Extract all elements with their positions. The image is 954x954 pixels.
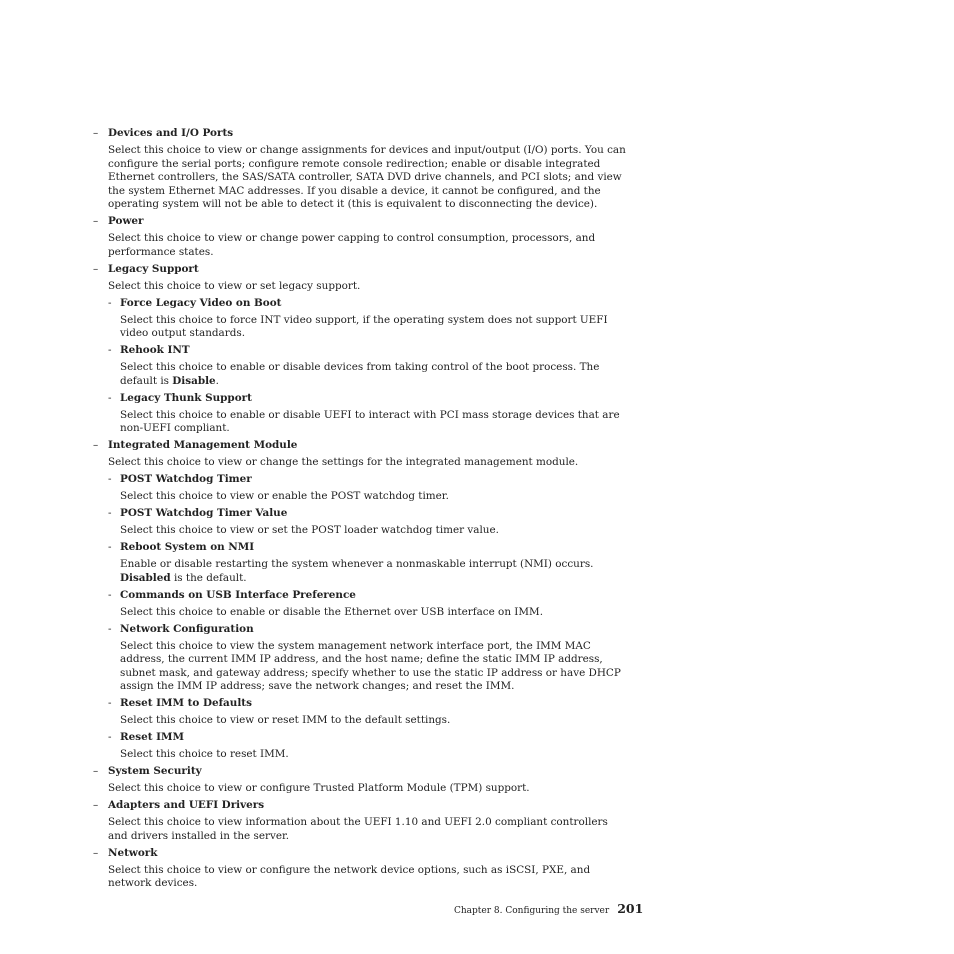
sub-choice-description: Select this choice to view or set the POST loader watchdog timer value. [120, 524, 499, 536]
document-body [0, 127, 640, 894]
sub-choice-description: Select this choice to view the system management network interface port, the IMM MAC address, the current IMM IP address, and the host name; define the static IMM IP address, subnet mask, and gateway address; specify whether to use the static IP address or have DHCP assign the IMM IP address; save the network changes; and reset the IMM. [120, 639, 621, 692]
chapter-title: Chapter 8. Configuring the server [454, 906, 610, 916]
choice-heading: Power [108, 215, 144, 227]
sub-choice-heading: POST Watchdog Timer Value [120, 507, 288, 519]
dash-bullet: – [93, 262, 99, 275]
sub-choice [0, 697, 640, 728]
sub-choice [0, 392, 640, 436]
hyphen-bullet: - [108, 344, 112, 356]
menu-choice [0, 765, 640, 796]
hyphen-bullet: - [108, 473, 112, 485]
hyphen-bullet: - [108, 697, 112, 709]
sub-choice-description: Select this choice to force INT video support, if the operating system does not support UEFI video output standards. [120, 313, 608, 339]
hyphen-bullet: - [108, 391, 112, 404]
menu-choice [0, 263, 640, 436]
dash-bullet: – [93, 127, 99, 139]
hyphen-bullet: - [108, 588, 112, 601]
sub-choice-heading: Force Legacy Video on Boot [120, 296, 282, 309]
sub-choice-description: Select this choice to reset IMM. [120, 748, 289, 760]
sub-choice [0, 589, 640, 620]
choice-heading: Network [108, 846, 158, 859]
sub-choice-description: Enable or disable restarting the system whenever a nonmaskable interrupt (NMI) occurs. Disabled is the default. [120, 558, 594, 584]
sub-choice-description: Select this choice to view or enable the POST watchdog timer. [120, 490, 449, 502]
sub-choice-heading: Rehook INT [120, 344, 190, 356]
choice-description: Select this choice to view information about the UEFI 1.10 and UEFI 2.0 compliant controllers and drivers installed in the server. [108, 816, 608, 842]
sub-choice [0, 507, 640, 538]
sub-choice-heading: Reset IMM to Defaults [120, 697, 252, 709]
dash-bullet: – [93, 215, 99, 227]
dash-bullet: – [93, 799, 99, 811]
menu-choice [0, 847, 640, 891]
sub-choice-description: Select this choice to enable or disable the Ethernet over USB interface on IMM. [120, 605, 543, 618]
choice-description: Select this choice to view or configure the network device options, such as iSCSI, PXE, and network devices. [108, 863, 591, 889]
hyphen-bullet: - [108, 507, 112, 519]
choice-heading: Devices and I/O Ports [108, 127, 234, 139]
sub-choice-heading: Reset IMM [120, 731, 184, 743]
sub-choice-heading: Legacy Thunk Support [120, 391, 252, 404]
dash-bullet: – [93, 439, 99, 451]
menu-choice [0, 127, 640, 212]
choice-heading: Legacy Support [108, 262, 199, 275]
menu-choice [0, 439, 640, 762]
page-number: 201 [617, 901, 644, 916]
choice-heading: System Security [108, 765, 202, 777]
hyphen-bullet: - [108, 296, 112, 309]
sub-choice-description: Select this choice to enable or disable UEFI to interact with PCI mass storage devices that are non-UEFI compliant. [120, 408, 620, 434]
choice-description: Select this choice to view or set legacy support. [108, 279, 361, 292]
choice-description: Select this choice to view or configure Trusted Platform Module (TPM) support. [108, 782, 530, 794]
choice-description: Select this choice to view or change assignments for devices and input/output (I/O) ports. You can configure the serial ports; configure remote console redirection; enable or disable integrated Ethernet controllers, the SAS/SATA controller, SATA DVD drive channels, and PCI slots; and view the system Ethernet MAC addresses. If you disable a device, it cannot be configured, and the operating system will not be able to detect it (this is equivalent to disconnecting the device). [108, 144, 626, 210]
menu-choice [0, 215, 640, 259]
choice-heading: Adapters and UEFI Drivers [108, 799, 265, 811]
sub-choice [0, 541, 640, 585]
choice-description: Select this choice to view or change the settings for the integrated management module. [108, 456, 579, 468]
sub-choice [0, 297, 640, 341]
sub-choice-description: Select this choice to view or reset IMM to the default settings. [120, 714, 451, 726]
sub-choice [0, 473, 640, 504]
dash-bullet: – [93, 846, 99, 859]
sub-choice [0, 623, 640, 694]
hyphen-bullet: - [108, 731, 112, 743]
sub-choice-heading: Network Configuration [120, 622, 254, 635]
hyphen-bullet: - [108, 541, 112, 553]
hyphen-bullet: - [108, 622, 112, 635]
choice-description: Select this choice to view or change power capping to control consumption, processors, and performance states. [108, 232, 596, 258]
choice-heading: Integrated Management Module [108, 439, 298, 451]
sub-choice [0, 344, 640, 388]
page-footer [454, 901, 644, 918]
dash-bullet: – [93, 765, 99, 777]
sub-choice-description: Select this choice to enable or disable devices from taking control of the boot process. The default is Disable. [120, 361, 600, 387]
sub-choice [0, 731, 640, 762]
sub-choice-heading: Commands on USB Interface Preference [120, 588, 356, 601]
sub-choice-heading: Reboot System on NMI [120, 541, 255, 553]
menu-choice [0, 799, 640, 843]
sub-choice-heading: POST Watchdog Timer [120, 473, 252, 485]
default-value: Disabled [120, 571, 171, 584]
default-value: Disable [172, 374, 216, 387]
